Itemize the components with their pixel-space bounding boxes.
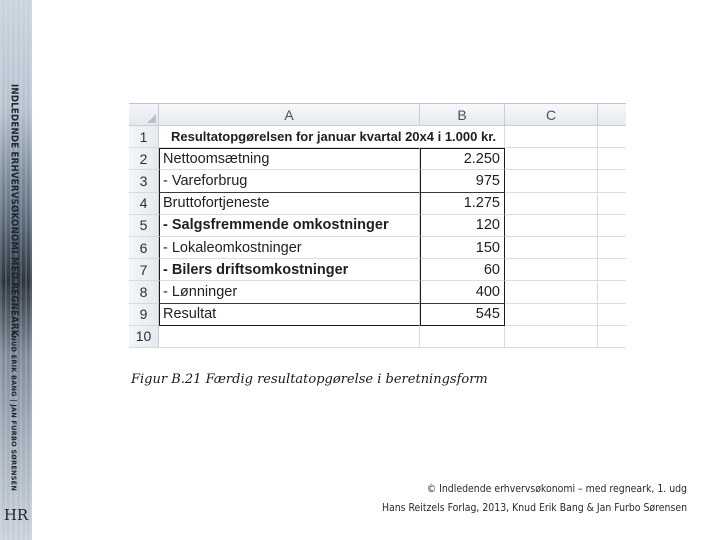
column-header-a[interactable]: A	[159, 104, 420, 126]
cover-title-text: INDLEDENDE ERHVERVSØKONOMI MED REGNEARK	[8, 83, 20, 337]
column-header-d[interactable]	[598, 104, 626, 126]
cover-authors	[3, 330, 25, 492]
cell-b8[interactable]: 400	[420, 281, 505, 303]
row-header[interactable]: 6	[129, 237, 159, 259]
statement-title: Resultatopgørelsen for januar kvartal 20x4 i 1.000 kr.	[171, 129, 497, 145]
cell-d3[interactable]	[598, 170, 626, 192]
cell-a1[interactable]	[159, 126, 497, 148]
figure-caption: Figur B.21 Færdig resultatopgørelse i beretningsform	[131, 372, 488, 387]
cell-b4[interactable]: 1.275	[420, 193, 505, 215]
cell-c5[interactable]	[505, 215, 598, 237]
column-header-row	[129, 104, 626, 126]
row-header[interactable]: 9	[129, 304, 159, 326]
cell-d8[interactable]	[598, 281, 626, 303]
cell-c6[interactable]	[505, 237, 598, 259]
cell-c10[interactable]	[505, 326, 598, 348]
footer-credit	[382, 480, 687, 518]
cell-d10[interactable]	[598, 326, 626, 348]
row-header[interactable]: 3	[129, 170, 159, 192]
footer-line-2: Hans Reitzels Forlag, 2013, Knud Erik Bang & Jan Furbo Sørensen	[381, 502, 687, 514]
cell-b2[interactable]: 2.250	[420, 148, 505, 170]
cell-c3[interactable]	[505, 170, 598, 192]
cell-a10[interactable]	[159, 326, 420, 348]
column-header-b[interactable]: B	[420, 104, 505, 126]
sheet-row	[129, 170, 626, 192]
sheet-row	[129, 281, 626, 303]
cell-a7[interactable]: - Bilers driftsomkostninger	[159, 259, 420, 281]
cell-c8[interactable]	[505, 281, 598, 303]
cell-c7[interactable]	[505, 259, 598, 281]
sheet-row	[129, 237, 626, 259]
cell-d9[interactable]	[598, 304, 626, 326]
cell-d7[interactable]	[598, 259, 626, 281]
select-all-corner[interactable]	[129, 104, 159, 126]
row-header[interactable]: 10	[129, 326, 159, 348]
sheet-rows	[129, 126, 626, 348]
row-header[interactable]: 2	[129, 148, 159, 170]
cell-c1[interactable]	[505, 126, 598, 148]
sheet-row	[129, 126, 626, 148]
cell-c9[interactable]	[505, 304, 598, 326]
cell-a2[interactable]: Nettoomsætning	[159, 148, 420, 170]
sheet-row	[129, 215, 626, 237]
cell-a5[interactable]: - Salgsfremmende omkostninger	[159, 215, 420, 237]
cell-d6[interactable]	[598, 237, 626, 259]
cell-b10[interactable]	[420, 326, 505, 348]
cell-b3[interactable]: 975	[420, 170, 505, 192]
row-header[interactable]: 1	[129, 126, 159, 148]
cell-c4[interactable]	[505, 193, 598, 215]
cell-a4[interactable]: Bruttofortjeneste	[159, 193, 420, 215]
row-header[interactable]: 7	[129, 259, 159, 281]
cover-title	[2, 83, 26, 337]
cover-authors-text: KNUD ERIK BANG | JAN FURBO SØRENSEN	[9, 330, 19, 492]
sheet-row	[129, 326, 626, 348]
cell-b6[interactable]: 150	[420, 237, 505, 259]
publisher-logo: HR	[3, 506, 29, 524]
sheet-row	[129, 148, 626, 170]
sheet-row	[129, 193, 626, 215]
cell-c2[interactable]	[505, 148, 598, 170]
cell-d2[interactable]	[598, 148, 626, 170]
row-header[interactable]: 4	[129, 193, 159, 215]
column-header-c[interactable]: C	[505, 104, 598, 126]
book-cover-strip	[0, 0, 32, 540]
cell-b5[interactable]: 120	[420, 215, 505, 237]
row-header[interactable]: 5	[129, 215, 159, 237]
cell-d4[interactable]	[598, 193, 626, 215]
cell-d5[interactable]	[598, 215, 626, 237]
spreadsheet	[129, 103, 626, 357]
footer-line-1: © Indledende erhvervsøkonomi – med regneark, 1. udg	[426, 483, 687, 495]
cell-a9[interactable]: Resultat	[159, 304, 420, 326]
cell-b9[interactable]: 545	[420, 304, 505, 326]
cell-d1[interactable]	[598, 126, 626, 148]
cell-a6[interactable]: - Lokaleomkostninger	[159, 237, 420, 259]
row-header[interactable]: 8	[129, 281, 159, 303]
cell-a3[interactable]: - Vareforbrug	[159, 170, 420, 192]
sheet-row	[129, 259, 626, 281]
cell-a8[interactable]: - Lønninger	[159, 281, 420, 303]
cell-b7[interactable]: 60	[420, 259, 505, 281]
sheet-row	[129, 304, 626, 326]
